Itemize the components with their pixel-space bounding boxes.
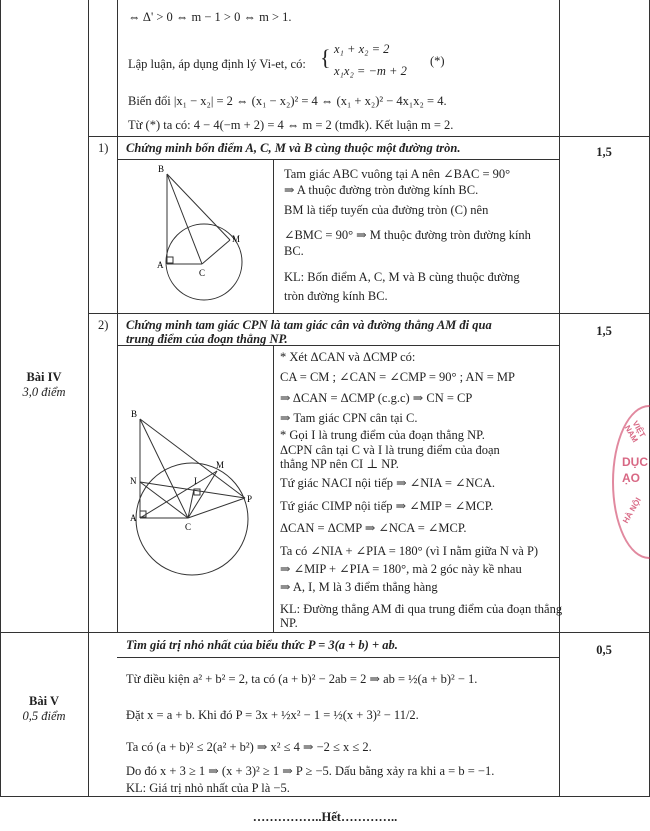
p1-line-7: tròn đường kính BC.: [284, 289, 388, 303]
p2-line-12: ⇒ ∠MIP + ∠PIA = 180°, mà 2 góc này kề nhau: [280, 562, 522, 576]
fig1-line-bm: [167, 174, 230, 240]
p1-line-3: BM là tiếp tuyến của đường tròn (C) nên: [284, 203, 489, 217]
p2-line-3: ⇒ ΔCAN = ΔCMP (c.g.c) ⇒ CN = CP: [280, 391, 473, 405]
fig1-label-a: A: [157, 260, 164, 270]
part-2-title-2: trung điểm của đoạn thẳng NP.: [126, 332, 288, 346]
system-eq-1: x₁ + x₂ = 2: [334, 42, 390, 56]
fig2-label-p: P: [247, 494, 253, 504]
system-tag: (*): [430, 54, 445, 68]
bai-v-score: 0,5: [596, 643, 612, 657]
part-2-num: 2): [98, 318, 109, 332]
fig1-right-angle: [167, 257, 173, 263]
seal-text-1: VIỆT NAM: [622, 419, 648, 445]
p2-line-1: * Xét ΔCAN và ΔCMP có:: [280, 350, 416, 364]
p1-line-1: Tam giác ABC vuông tại A nên ∠BAC = 90°: [284, 167, 511, 181]
p1-line-4: ∠BMC = 90° ⇒ M thuộc đường tròn đường kính: [284, 228, 531, 242]
p5-line-1: Từ điều kiện a² + b² = 2, ta có (a + b)² − 2ab = 2 ⇒ ab = ½(a + b)² − 1.: [126, 672, 478, 686]
figure-2: [122, 405, 270, 627]
part-1-score: 1,5: [596, 145, 612, 159]
fig1-label-b: B: [158, 164, 165, 174]
p1-line-6: KL: Bốn điểm A, C, M và B cùng thuộc đường: [284, 270, 520, 284]
system-eq-2: x₁x₂ = −m + 2: [334, 64, 407, 78]
p2-line-5: * Gọi I là trung điểm của đoạn thẳng NP.: [280, 428, 485, 442]
p2-line-11: Ta có ∠NIA + ∠PIA = 180° (vì I nằm giữa N và P): [280, 544, 539, 558]
p5-line-5: KL: Giá trị nhỏ nhất của P là −5.: [126, 781, 290, 795]
fig2-label-i: I: [194, 476, 197, 486]
fig1-label-m: M: [232, 234, 241, 244]
p2-line-10: ΔCAN = ΔCMP ⇒ ∠NCA = ∠MCP.: [280, 521, 467, 535]
p2-line-2: CA = CM ; ∠CAN = ∠CMP = 90° ; AN = MP: [280, 370, 515, 384]
part-1-title: Chứng minh bốn điểm A, C, M và B cùng thuộc một đường tròn.: [126, 141, 461, 155]
p5-line-4: Do đó x + 3 ≥ 1 ⇒ (x + 3)² ≥ 1 ⇒ P ≥ −5. Dấu bằng xảy ra khi a = b = −1.: [126, 764, 495, 778]
seal-text-2: DỤC: [622, 455, 648, 469]
p2-line-8: Tứ giác NACI nội tiếp ⇒ ∠NIA = ∠NCA.: [280, 476, 496, 490]
fig1-line-bc: [167, 174, 202, 264]
fig2-line-nc: [140, 482, 188, 518]
fig1-line-cm: [202, 240, 230, 264]
top-line-3: Biến đổi |x₁ − x₂| = 2 ⇔ (x₁ − x₂)² = 4 ⇔ (x₁ + x₂)² − 4x₁x₂ = 4.: [128, 94, 447, 108]
fig2-label-n: N: [130, 476, 137, 486]
figure-1: [140, 162, 265, 310]
fig2-line-cm: [188, 471, 217, 518]
p2-line-7: thẳng NP nên CI ⊥ NP.: [280, 457, 399, 471]
bai-iv-label: Bài IV: [26, 370, 62, 384]
top-line-4: Từ (*) ta có: 4 − 4(−m + 2) = 4 ⇔ m = 2 (tmđk). Kết luận m = 2.: [128, 118, 454, 132]
p2-line-14: KL: Đường thẳng AM đi qua trung điểm của đoạn thẳng: [280, 602, 563, 616]
top-line-2: Lập luận, áp dụng định lý Vi-et, có:: [128, 57, 306, 71]
p1-line-5: BC.: [284, 244, 304, 258]
footer-end: ……………..Hết…………..: [252, 810, 398, 824]
bai-v-points: 0,5 điểm: [22, 709, 66, 723]
fig2-line-cp: [188, 498, 245, 518]
p1-line-2: ⇒ A thuộc đường tròn đường kính BC.: [284, 183, 479, 197]
part-2-title-1: Chứng minh tam giác CPN là tam giác cân và đường thẳng AM đi qua: [126, 318, 492, 332]
fig2-label-a: A: [130, 513, 137, 523]
bai-v-label: Bài V: [29, 694, 59, 708]
p5-line-2: Đặt x = a + b. Khi đó P = 3x + ½x² − 1 = ½(x + 3)² − 11/2.: [126, 708, 419, 722]
seal-text-3: ẠO: [622, 471, 640, 485]
bai-v-title: Tìm giá trị nhỏ nhất của biểu thức P = 3(a + b) + ab.: [126, 638, 398, 652]
seal-text-4: HÀ NỘI: [621, 496, 643, 525]
p5-line-3: Ta có (a + b)² ≤ 2(a² + b²) ⇒ x² ≤ 4 ⇒ −2 ≤ x ≤ 2.: [126, 740, 372, 754]
fig2-circle: [136, 463, 248, 575]
fig2-label-m: M: [216, 460, 225, 470]
part-1-num: 1): [98, 141, 109, 155]
part-2-score: 1,5: [596, 324, 612, 338]
p2-line-13: ⇒ A, I, M là 3 điểm thẳng hàng: [280, 580, 438, 594]
bai-iv-points: 3,0 điểm: [22, 385, 66, 399]
fig2-label-c: C: [185, 522, 192, 532]
brace-icon: {: [320, 45, 331, 70]
p2-line-6: ΔCPN cân tại C và I là trung điểm của đoạn: [280, 443, 500, 457]
p2-line-4: ⇒ Tam giác CPN cân tại C.: [280, 411, 418, 425]
top-line-1: ⇔ Δ' > 0 ⇔ m − 1 > 0 ⇔ m > 1.: [128, 10, 292, 24]
p2-line-15: NP.: [280, 616, 298, 630]
fig2-label-b: B: [131, 409, 138, 419]
fig1-label-c: C: [199, 268, 206, 278]
p2-line-9: Tứ giác CIMP nội tiếp ⇒ ∠MIP = ∠MCP.: [280, 499, 494, 513]
